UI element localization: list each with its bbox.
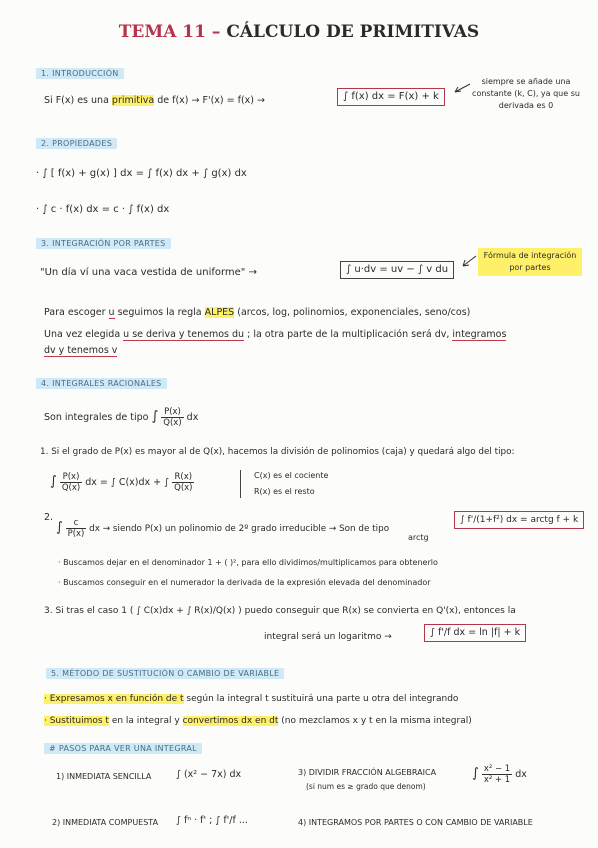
case-1-text: 1. Si el grado de P(x) es mayor al de Q(x), hacemos la división de polinomios (caja) y quedará algo del tipo:: [40, 447, 515, 457]
convertimos-highlight: convertimos dx en dt: [182, 716, 279, 726]
rational-intro: Son integrales de tipo ∫ $\frac{P(x)}{Q(x)}$ dx: [44, 407, 199, 428]
title-text: CÁLCULO DE PRIMITIVAS: [226, 22, 480, 42]
page-title: [0, 22, 598, 42]
mnemonic-line: "Un día ví una vaca vestida de uniforme" →: [40, 267, 257, 278]
case-3-line: [44, 605, 516, 617]
case-3-paren: ( ∫ C(x)dx + ∫ R(x)/Q(x) ): [129, 606, 242, 616]
divider-line: [240, 470, 241, 498]
sustituimos-highlight: · Sustituimos t: [44, 716, 109, 726]
u-underlined: u: [108, 307, 115, 318]
rational-intro-text: Son integrales de tipo: [44, 412, 149, 423]
remainder-denominator: Q(x): [174, 483, 193, 493]
step-3-label: 3) DIVIDIR FRACCIÓN ALGEBRAICA: [298, 768, 437, 777]
rational-fraction: [161, 407, 183, 428]
case-1-denominator: Q(x): [61, 483, 81, 493]
step-3-numerator: x² − 1: [483, 764, 511, 774]
alpes-line-post: (arcos, log, polinomios, exponenciales, seno/cos): [237, 307, 471, 318]
formula-label: Fórmula de integración por partes: [478, 248, 582, 276]
step-2-label: 2) INMEDIATA COMPUESTA: [52, 818, 159, 827]
note-arrow-icon: [452, 82, 472, 96]
case-1-remainder-fraction: [172, 472, 194, 493]
case-2-fraction: [66, 518, 87, 539]
rational-dx: dx: [186, 412, 199, 423]
section-heading-pasos: # PASOS PARA VER UNA INTEGRAL: [44, 743, 202, 754]
substitution-line-2: [44, 715, 472, 727]
intro-line: [44, 95, 265, 107]
case-1-equation: [50, 472, 194, 493]
remainder-numerator: R(x): [172, 472, 194, 483]
primitiva-highlight: primitiva: [111, 95, 155, 106]
fraction-denominator: Q(x): [163, 418, 182, 428]
substitution-line-2-mid: en la integral y: [111, 716, 180, 726]
derive-line-mid: ; la otra parte de la multiplicación será dv,: [247, 329, 450, 340]
bullet-numerator: · Buscamos conseguir en el numerador la derivada de la expresión elevada del denominador: [58, 578, 431, 587]
step-4-label: 4) INTEGRAMOS POR PARTES O CON CAMBIO DE VARIABLE: [298, 818, 533, 827]
bullet-denominator: · Buscamos dejar en el denominador 1 + ( )², para ello dividimos/multiplicamos para obtenerlo: [58, 558, 438, 567]
integral-sign: ∫: [50, 474, 57, 489]
intro-line-pre: Si F(x) es una: [44, 95, 109, 106]
case-2-text: dx → siendo P(x) un polinomio de 2º grado irreducible → Son de tipo: [89, 524, 390, 534]
case-1-numerator: P(x): [60, 472, 82, 483]
fraction-numerator: P(x): [161, 407, 183, 418]
derive-line: [44, 329, 506, 341]
step-1-expression: ∫ (x² − 7x) dx: [176, 769, 242, 780]
intro-line-post: de f(x) → F'(x) = f(x) →: [157, 95, 265, 106]
case-2-line: ∫ $\frac{c}{P(x)}$ dx → siendo P(x) un polinomio de 2º grado irreducible → Son de tipo: [56, 518, 390, 539]
section-heading-partes: 3. INTEGRACIÓN POR PARTES: [36, 238, 171, 249]
case-3-post: puedo conseguir que R(x) se convierta en Q'(x), entonces la: [244, 606, 516, 616]
alpes-line-mid: seguimos la regla: [117, 307, 202, 318]
step-3-fraction: [482, 764, 512, 785]
resto-label: R(x) es el resto: [254, 487, 315, 496]
derive-line-pre: Una vez elegida: [44, 329, 121, 340]
section-heading-introduccion: 1. INTRODUCCIÓN: [36, 68, 124, 79]
integramos-underlined: integramos: [452, 329, 507, 340]
cociente-label: C(x) es el cociente: [254, 471, 329, 480]
substitution-line-2-post: (no mezclamos x y t en la misma integral): [281, 716, 472, 726]
case-2-numerator: c: [66, 518, 87, 529]
case-1-fraction: [60, 472, 82, 493]
case-2-denominator: P(x): [67, 529, 85, 539]
title-number: TEMA 11 –: [118, 22, 221, 42]
arctg-formula-box: ∫ f'/(1+f²) dx = arctg f + k: [454, 511, 584, 529]
parts-formula-box: ∫ u·dv = uv − ∫ v du: [340, 261, 454, 279]
step-3-expression: ∫ $\frac{\text{x² − 1}}{\text{x² + 1}}$ dx: [472, 764, 527, 785]
case-3-line-2: integral será un logaritmo →: [264, 632, 392, 642]
section-heading-propiedades: 2. PROPIEDADES: [36, 138, 117, 149]
dv-line-text: dv y tenemos v: [44, 345, 118, 356]
substitution-line-1: [44, 693, 458, 705]
case-3-pre: 3. Si tras el caso 1: [44, 606, 127, 616]
property-sum: · ∫ [ f(x) + g(x) ] dx = ∫ f(x) dx + ∫ g(x) dx: [36, 168, 247, 179]
expresamos-highlight: · Expresamos x en función de t: [44, 694, 184, 704]
derive-underlined: u se deriva y tenemos du: [123, 329, 245, 340]
case-1-middle: dx = ∫ C(x)dx + ∫: [85, 477, 170, 488]
step-3-subtitle: (si num es ≥ grado que denom): [306, 782, 426, 791]
alpes-line-pre: Para escoger: [44, 307, 106, 318]
step-1-label: 1) INMEDIATA SENCILLA: [56, 772, 152, 781]
section-heading-sustitucion: 5. MÉTODO DE SUSTITUCIÓN O CAMBIO DE VARIABLE: [46, 668, 284, 679]
alpes-highlight: ALPES: [204, 307, 235, 318]
logarithm-formula-box: ∫ f'/f dx = ln |f| + k: [424, 624, 526, 642]
substitution-line-1-post: según la integral t sustituirá una parte u otra del integrando: [186, 694, 459, 704]
formula-arrow-icon: [460, 254, 478, 270]
section-heading-racionales: 4. INTEGRALES RACIONALES: [36, 378, 167, 389]
step-2-expression: ∫ fⁿ · f' ; ∫ f'/f ...: [176, 815, 248, 826]
arctg-label: arctg: [408, 533, 429, 542]
constant-note: siempre se añade una constante (k, C), ya que su derivada es 0: [472, 77, 580, 110]
primitive-definition-box: ∫ f(x) dx = F(x) + k: [337, 88, 445, 106]
dv-line: [44, 345, 117, 357]
property-constant: · ∫ c · f(x) dx = c · ∫ f(x) dx: [36, 204, 170, 215]
step-3-dx: dx: [515, 769, 527, 780]
case-2-number: 2.: [44, 512, 54, 523]
alpes-line: [44, 307, 470, 319]
step-3-denominator: x² + 1: [483, 775, 511, 785]
